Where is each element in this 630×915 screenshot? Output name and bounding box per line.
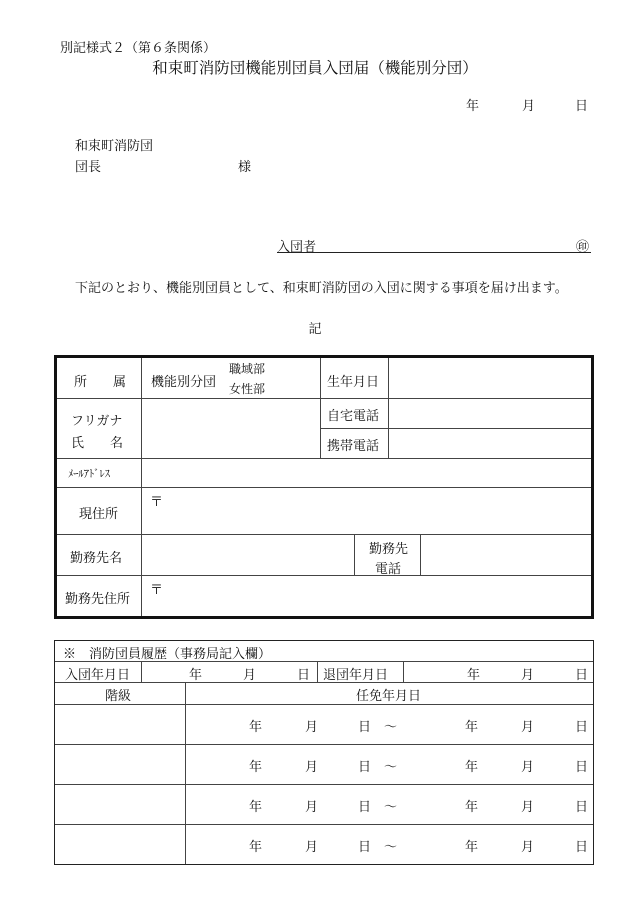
history-row-year: 年 [465,720,479,735]
history-row-year: 年 [465,760,479,775]
recipient-position: 団長 [75,160,102,175]
history-row-month: 月 [305,760,319,775]
history-row-year: 年 [249,760,263,775]
recipient-org: 和束町消防団 [75,139,154,154]
history-row-month: 月 [521,760,535,775]
history-row-month: 月 [521,840,535,855]
history-row-day: 日 [358,800,372,815]
history-rank-field[interactable] [55,705,184,744]
history-row-month: 月 [305,840,319,855]
join-year: 年 [189,668,203,683]
form-number: 別記様式２（第６条関係） [60,41,217,56]
history-row-month: 月 [521,800,535,815]
workplace-label: 勤務先名 [70,551,123,566]
history-title: ※ 消防団員履歴（事務局記入欄） [63,647,272,662]
history-row-month: 月 [305,720,319,735]
history-row-day: 日 [358,840,372,855]
ki-mark: 記 [308,322,322,337]
seal-mark: ㊞ [576,240,590,255]
address-field[interactable] [167,488,591,534]
furigana-label: フリガナ [71,414,123,429]
birthdate-field[interactable] [389,359,591,398]
history-rank-field[interactable] [55,825,184,864]
applicant-label: 入団者 [277,240,317,255]
history-row-tilde: ～ [384,760,398,775]
work-phone-label-1: 勤務先 [369,542,409,557]
affiliation-label: 所 属 [74,375,127,390]
leave-month: 月 [521,668,535,683]
branch-option-occupational[interactable]: 職域部 [229,362,266,376]
history-row-year: 年 [249,800,263,815]
history-row-day: 日 [575,760,589,775]
workplace-field[interactable] [142,535,354,575]
email-field[interactable] [142,459,591,487]
work-postal-mark: 〒 [150,583,164,598]
history-row-day: 日 [575,800,589,815]
mobile-phone-field[interactable] [389,429,591,458]
address-label: 現住所 [79,507,119,522]
rank-label: 階級 [105,689,132,704]
body-text: 下記のとおり、機能別団員として、和束町消防団の入団に関する事項を届け出ます。 [75,281,568,296]
recipient-honorific: 様 [238,160,252,175]
history-row-year: 年 [249,840,263,855]
leave-year: 年 [467,668,481,683]
name-field[interactable] [142,399,320,458]
history-row-day: 日 [358,760,372,775]
history-row-day: 日 [575,720,589,735]
history-row-year: 年 [465,840,479,855]
work-phone-label-2: 電話 [375,562,402,577]
work-address-label: 勤務先住所 [65,592,131,607]
home-phone-field[interactable] [389,399,591,428]
history-row-year: 年 [465,800,479,815]
applicant-signature-line[interactable] [277,252,591,253]
name-label: 氏 名 [71,436,124,451]
history-row-month: 月 [305,800,319,815]
history-row-tilde: ～ [384,720,398,735]
leave-date-label: 退団年月日 [323,668,389,683]
branch-option-women[interactable]: 女性部 [229,382,266,396]
appointment-date-label: 任免年月日 [356,689,422,704]
application-form-table [54,355,594,619]
join-month: 月 [243,668,257,683]
date-day: 日 [575,99,589,114]
history-table [54,640,594,865]
leave-day: 日 [575,668,589,683]
history-rank-field[interactable] [55,745,184,784]
mobile-phone-label: 携帯電話 [327,439,380,454]
join-date-label: 入団年月日 [65,668,131,683]
postal-mark: 〒 [150,495,164,510]
email-label: ﾒｰﾙｱﾄﾞﾚｽ [68,468,110,480]
date-month: 月 [522,99,536,114]
history-row-day: 日 [575,840,589,855]
history-row-day: 日 [358,720,372,735]
history-rank-field[interactable] [55,785,184,824]
join-day: 日 [297,668,311,683]
date-year: 年 [466,99,480,114]
work-address-field[interactable] [167,576,591,616]
home-phone-label: 自宅電話 [327,409,380,424]
history-row-tilde: ～ [384,840,398,855]
affiliation-value: 機能別分団 [151,375,217,390]
history-row-tilde: ～ [384,800,398,815]
document-title: 和束町消防団機能別団員入団届（機能別分団） [152,59,478,77]
history-row-month: 月 [521,720,535,735]
work-phone-field[interactable] [421,535,591,575]
birthdate-label: 生年月日 [327,375,380,390]
history-row-year: 年 [249,720,263,735]
